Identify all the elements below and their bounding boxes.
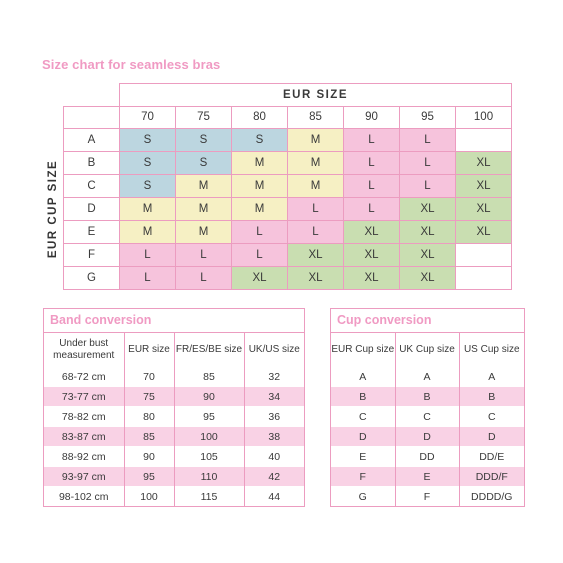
- cup-conversion-title: Cup conversion: [331, 309, 524, 333]
- size-cell: XL: [456, 197, 512, 220]
- band-size-header: 70: [120, 106, 176, 128]
- table-cell: 105: [174, 447, 244, 467]
- band-size-header: 100: [456, 106, 512, 128]
- size-cell: M: [232, 174, 288, 197]
- size-cell: L: [176, 266, 232, 289]
- table-cell: 75: [124, 387, 174, 407]
- size-row: [43, 197, 512, 220]
- table-cell: C: [331, 407, 395, 427]
- size-cell: XL: [288, 266, 344, 289]
- cup-row: [331, 467, 524, 487]
- table-cell: 115: [174, 487, 244, 507]
- table-cell: 44: [244, 487, 304, 507]
- size-cell: L: [344, 128, 400, 151]
- table-cell: 93-97 cm: [44, 467, 124, 487]
- band-conversion-panel: [43, 308, 305, 507]
- size-cell: L: [288, 220, 344, 243]
- band-row: [44, 467, 304, 487]
- size-cell: L: [344, 197, 400, 220]
- size-row: [43, 266, 512, 289]
- size-cell: XL: [400, 266, 456, 289]
- table-cell: E: [395, 467, 459, 487]
- size-chart-table: [43, 83, 512, 290]
- table-cell: G: [331, 487, 395, 507]
- table-cell: 100: [174, 427, 244, 447]
- band-row: [44, 487, 304, 507]
- table-cell: 83-87 cm: [44, 427, 124, 447]
- column-header: UK/US size: [244, 333, 304, 367]
- table-cell: 34: [244, 387, 304, 407]
- band-size-header: 90: [344, 106, 400, 128]
- band-size-header: 80: [232, 106, 288, 128]
- size-cell: M: [176, 220, 232, 243]
- size-cell: XL: [400, 243, 456, 266]
- band-row: [44, 407, 304, 427]
- column-header: Under bust measurement: [53, 337, 115, 361]
- cup-size-header: D: [64, 197, 120, 220]
- size-cell: L: [400, 128, 456, 151]
- table-cell: DDDD/G: [459, 487, 524, 507]
- size-cell: XL: [400, 197, 456, 220]
- table-cell: C: [459, 407, 524, 427]
- band-row: [44, 387, 304, 407]
- size-cell: XL: [288, 243, 344, 266]
- table-cell: 80: [124, 407, 174, 427]
- table-cell: 36: [244, 407, 304, 427]
- size-cell: L: [344, 151, 400, 174]
- table-cell: DD: [395, 447, 459, 467]
- cup-conversion-panel: [330, 308, 525, 507]
- size-cell: L: [176, 243, 232, 266]
- size-cell: M: [288, 128, 344, 151]
- size-cell: L: [232, 220, 288, 243]
- size-cell: M: [176, 174, 232, 197]
- size-row: [43, 243, 512, 266]
- table-cell: 95: [124, 467, 174, 487]
- size-cell: S: [176, 151, 232, 174]
- cup-size-header: G: [64, 266, 120, 289]
- size-cell: M: [120, 220, 176, 243]
- table-cell: 90: [174, 387, 244, 407]
- cup-size-header: C: [64, 174, 120, 197]
- size-cell: L: [400, 151, 456, 174]
- size-cell: L: [288, 197, 344, 220]
- column-header: UK Cup size: [395, 333, 459, 367]
- table-cell: A: [395, 367, 459, 387]
- size-cell: L: [232, 243, 288, 266]
- table-cell: 42: [244, 467, 304, 487]
- size-cell: [456, 128, 512, 151]
- eur-cup-size-text: EUR CUP SIZE: [47, 159, 59, 258]
- band-row: [44, 367, 304, 387]
- size-cell: XL: [456, 220, 512, 243]
- table-cell: 38: [244, 427, 304, 447]
- band-row: [44, 447, 304, 467]
- table-cell: 32: [244, 367, 304, 387]
- table-cell: 90: [124, 447, 174, 467]
- column-header: EUR size: [124, 333, 174, 367]
- cup-conversion-table: [331, 333, 524, 506]
- cup-size-header: E: [64, 220, 120, 243]
- table-cell: 85: [174, 367, 244, 387]
- cup-row: [331, 487, 524, 507]
- size-cell: L: [400, 174, 456, 197]
- cup-row: [331, 427, 524, 447]
- table-cell: F: [331, 467, 395, 487]
- size-cell: [456, 243, 512, 266]
- table-cell: 100: [124, 487, 174, 507]
- size-cell: XL: [344, 243, 400, 266]
- table-cell: E: [331, 447, 395, 467]
- size-cell: M: [176, 197, 232, 220]
- size-cell: S: [120, 174, 176, 197]
- table-cell: D: [459, 427, 524, 447]
- cup-size-header: A: [64, 128, 120, 151]
- cup-row: [331, 367, 524, 387]
- size-cell: M: [288, 151, 344, 174]
- size-cell: S: [120, 151, 176, 174]
- band-conversion-table: [44, 333, 304, 506]
- table-cell: A: [331, 367, 395, 387]
- table-cell: 95: [174, 407, 244, 427]
- size-cell: L: [120, 266, 176, 289]
- size-cell: M: [232, 151, 288, 174]
- size-cell: [456, 266, 512, 289]
- size-cell: M: [232, 197, 288, 220]
- table-cell: 98-102 cm: [44, 487, 124, 507]
- table-cell: 68-72 cm: [44, 367, 124, 387]
- size-cell: XL: [344, 266, 400, 289]
- size-chart: [43, 83, 512, 290]
- eur-size-header: EUR SIZE: [120, 84, 512, 107]
- table-cell: 110: [174, 467, 244, 487]
- eur-cup-size-label: [43, 128, 64, 289]
- table-cell: D: [331, 427, 395, 447]
- page-title: Size chart for seamless bras: [42, 57, 221, 72]
- size-cell: XL: [344, 220, 400, 243]
- table-cell: F: [395, 487, 459, 507]
- cup-row: [331, 407, 524, 427]
- size-cell: M: [288, 174, 344, 197]
- column-header: EUR Cup size: [331, 343, 395, 355]
- column-header: FR/ES/BE size: [174, 333, 244, 367]
- table-cell: 88-92 cm: [44, 447, 124, 467]
- size-row: [43, 128, 512, 151]
- size-cell: M: [120, 197, 176, 220]
- size-row: [43, 174, 512, 197]
- table-cell: B: [395, 387, 459, 407]
- cup-row: [331, 387, 524, 407]
- size-cell: XL: [456, 174, 512, 197]
- size-cell: L: [120, 243, 176, 266]
- size-row: [43, 151, 512, 174]
- table-cell: D: [395, 427, 459, 447]
- band-size-header: 75: [176, 106, 232, 128]
- table-cell: DDD/F: [459, 467, 524, 487]
- table-cell: 70: [124, 367, 174, 387]
- band-size-header: 85: [288, 106, 344, 128]
- size-cell: XL: [456, 151, 512, 174]
- size-cell: XL: [232, 266, 288, 289]
- size-cell: L: [344, 174, 400, 197]
- cup-size-header: B: [64, 151, 120, 174]
- conversion-header-row: [331, 333, 524, 367]
- table-cell: C: [395, 407, 459, 427]
- table-cell: B: [331, 387, 395, 407]
- size-cell: S: [176, 128, 232, 151]
- band-row: [44, 427, 304, 447]
- table-cell: A: [459, 367, 524, 387]
- table-cell: 40: [244, 447, 304, 467]
- size-row: [43, 220, 512, 243]
- size-cell: XL: [400, 220, 456, 243]
- column-header: US Cup size: [459, 333, 524, 367]
- size-cell: S: [120, 128, 176, 151]
- conversion-header-row: [44, 333, 304, 367]
- cup-row: [331, 447, 524, 467]
- size-cell: S: [232, 128, 288, 151]
- table-cell: 78-82 cm: [44, 407, 124, 427]
- table-cell: 85: [124, 427, 174, 447]
- table-cell: 73-77 cm: [44, 387, 124, 407]
- band-conversion-title: Band conversion: [44, 309, 304, 333]
- table-cell: DD/E: [459, 447, 524, 467]
- table-cell: B: [459, 387, 524, 407]
- band-size-header: 95: [400, 106, 456, 128]
- cup-size-header: F: [64, 243, 120, 266]
